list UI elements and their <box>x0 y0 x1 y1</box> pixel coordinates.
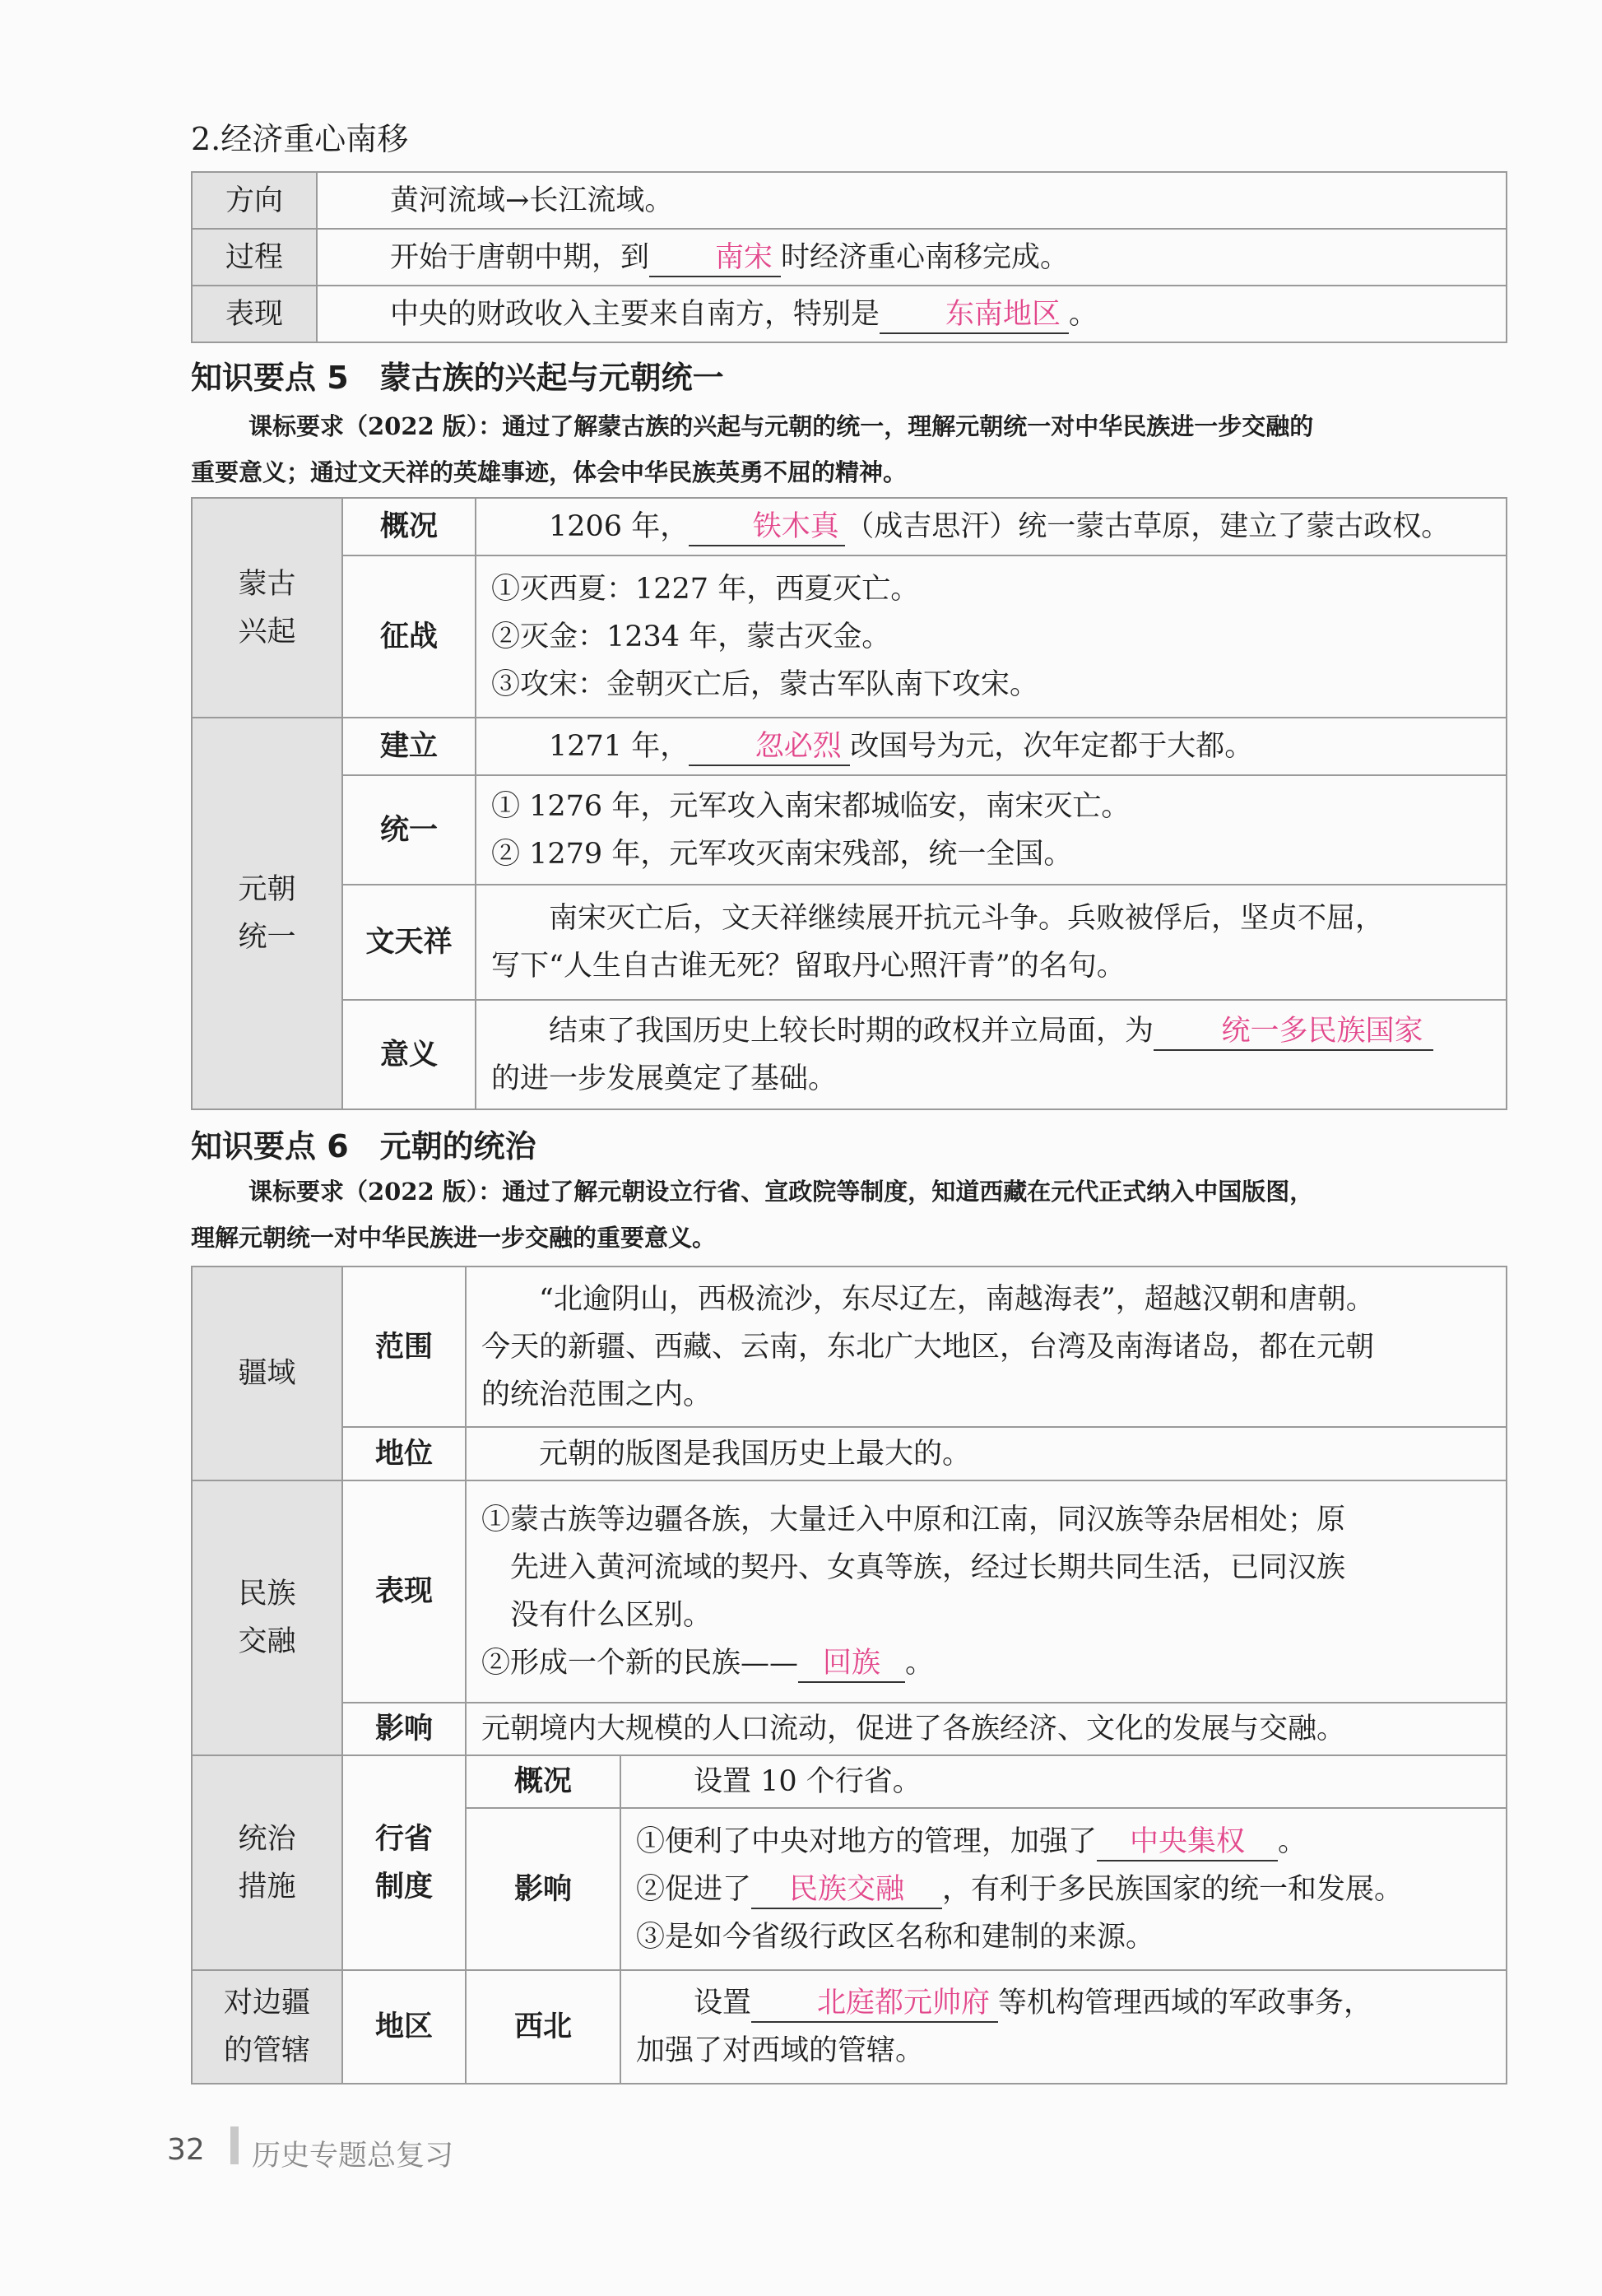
row-label-performance: 表现 <box>192 286 317 342</box>
row-label-process: 过程 <box>192 229 317 286</box>
answer-blank: 中央集权 <box>1097 1824 1278 1861</box>
zhengzhan-text: ①灭西夏：1227 年，西夏灭亡。 ②灭金：1234 年，蒙古灭金。 ③攻宋：金朝灭亡后，蒙古军队南下攻宋。 <box>476 555 1507 718</box>
fusion-label: 民族 交融 <box>192 1480 342 1755</box>
kp5-title: 知识要点 5 蒙古族的兴起与元朝统一 <box>191 360 724 396</box>
label-prov-gaikuang: 概况 <box>466 1755 620 1808</box>
label-fanwei: 范围 <box>342 1267 466 1427</box>
yingxiang-text: 元朝境内大规模的人口流动，促进了各族经济、文化的发展与交融。 <box>466 1703 1507 1755</box>
mongol-rise-label: 蒙古 兴起 <box>192 498 342 718</box>
section-title: 2.经济重心南移 <box>191 121 409 157</box>
border-admin-label: 对边疆 的管辖 <box>192 1970 342 2084</box>
label-gaikuang: 概况 <box>342 498 476 555</box>
answer-blank: 回族 <box>798 1645 905 1683</box>
performance-text: 中央的财政收入主要来自南方，特别是 东南地区 。 <box>317 286 1507 342</box>
label-jianli: 建立 <box>342 718 476 775</box>
label-xibei: 西北 <box>466 1970 620 2084</box>
prov-yingxiang-text: ①便利了中央对地方的管理，加强了 中央集权 。 ②促进了 民族交融 ，有利于多民族国家的统一和发展。 ③是如今省级行政区名称和建制的来源。 <box>620 1808 1507 1970</box>
tongyi-text: ① 1276 年，元军攻入南宋都城临安，南宋灭亡。 ② 1279 年，元军攻灭南宋残部，统一全国。 <box>476 775 1507 885</box>
diwei-text: 元朝的版图是我国历史上最大的。 <box>466 1427 1507 1480</box>
label-wentianxiang: 文天祥 <box>342 885 476 1000</box>
row-label-direction: 方向 <box>192 172 317 229</box>
yuan-unify-label: 元朝 统一 <box>192 718 342 1109</box>
answer-blank: 南宋 <box>649 239 781 277</box>
xibei-text: 设置 北庭都元帅府 等机构管理西域的军政事务， 加强了对西域的管辖。 <box>620 1970 1507 2084</box>
footer-divider <box>230 2126 239 2164</box>
book-title: 历史专题总复习 <box>252 2140 454 2173</box>
biaoxian-text: ①蒙古族等边疆各族，大量迁入中原和江南，同汉族等杂居相处；原 先进入黄河流域的契丹、女真等族，经过长期共同生活，已同汉族 没有什么区别。 ②形成一个新的民族—— 回族 。 <box>466 1480 1507 1703</box>
answer-blank: 统一多民族国家 <box>1154 1013 1433 1051</box>
label-yingxiang: 影响 <box>342 1703 466 1755</box>
gaikuang-text: 1206 年， 铁木真 （成吉思汗）统一蒙古草原，建立了蒙古政权。 <box>476 498 1507 555</box>
yiyi-text: 结束了我国历史上较长时期的政权并立局面，为 统一多民族国家 的进一步发展奠定了基础。 <box>476 1000 1507 1109</box>
answer-blank: 铁木真 <box>689 509 845 546</box>
prov-gaikuang-text: 设置 10 个行省。 <box>620 1755 1507 1808</box>
label-zhengzhan: 征战 <box>342 555 476 718</box>
wentianxiang-text: 南宋灭亡后，文天祥继续展开抗元斗争。兵败被俘后，坚贞不屈， 写下“人生自古谁无死？留取丹心照汗青”的名句。 <box>476 885 1507 1000</box>
fanwei-text: “北逾阴山，西极流沙，东尽辽左，南越海表”，超越汉朝和唐朝。 今天的新疆、西藏、云南，东北广大地区，台湾及南海诸岛，都在元朝 的统治范围之内。 <box>466 1267 1507 1427</box>
answer-blank: 忽必烈 <box>689 728 850 766</box>
province-system-label: 行省 制度 <box>342 1755 466 1970</box>
answer-blank: 东南地区 <box>880 296 1069 334</box>
kp5-standard: 课标要求（2022 版）：通过了解蒙古族的兴起与元朝的统一，理解元朝统一对中华民族进一步交融的 重要意义；通过文天祥的英雄事迹，体会中华民族英勇不屈的精神。 <box>191 412 1314 486</box>
label-prov-yingxiang: 影响 <box>466 1808 620 1970</box>
economy-table <box>191 171 1507 343</box>
answer-blank: 民族交融 <box>751 1871 942 1909</box>
page-number: 32 <box>167 2133 205 2167</box>
rule-measures-label: 统治 措施 <box>192 1755 342 1970</box>
jianli-text: 1271 年， 忽必烈 改国号为元，次年定都于大都。 <box>476 718 1507 775</box>
label-biaoxian: 表现 <box>342 1480 466 1703</box>
region-label: 地区 <box>342 1970 466 2084</box>
territory-label: 疆域 <box>192 1267 342 1480</box>
yuan-rule-table <box>191 1266 1507 2085</box>
mongol-table <box>191 497 1507 1110</box>
label-yiyi: 意义 <box>342 1000 476 1109</box>
process-text: 开始于唐朝中期，到 南宋 时经济重心南移完成。 <box>317 229 1507 286</box>
kp6-standard: 课标要求（2022 版）：通过了解元朝设立行省、宣政院等制度，知道西藏在元代正式纳入中国版图， 理解元朝统一对中华民族进一步交融的重要意义。 <box>191 1178 1314 1252</box>
label-diwei: 地位 <box>342 1427 466 1480</box>
kp6-title: 知识要点 6 元朝的统治 <box>191 1128 536 1164</box>
direction-text: 黄河流域→长江流域。 <box>317 172 1507 229</box>
label-tongyi: 统一 <box>342 775 476 885</box>
answer-blank: 北庭都元帅府 <box>751 1985 998 2023</box>
